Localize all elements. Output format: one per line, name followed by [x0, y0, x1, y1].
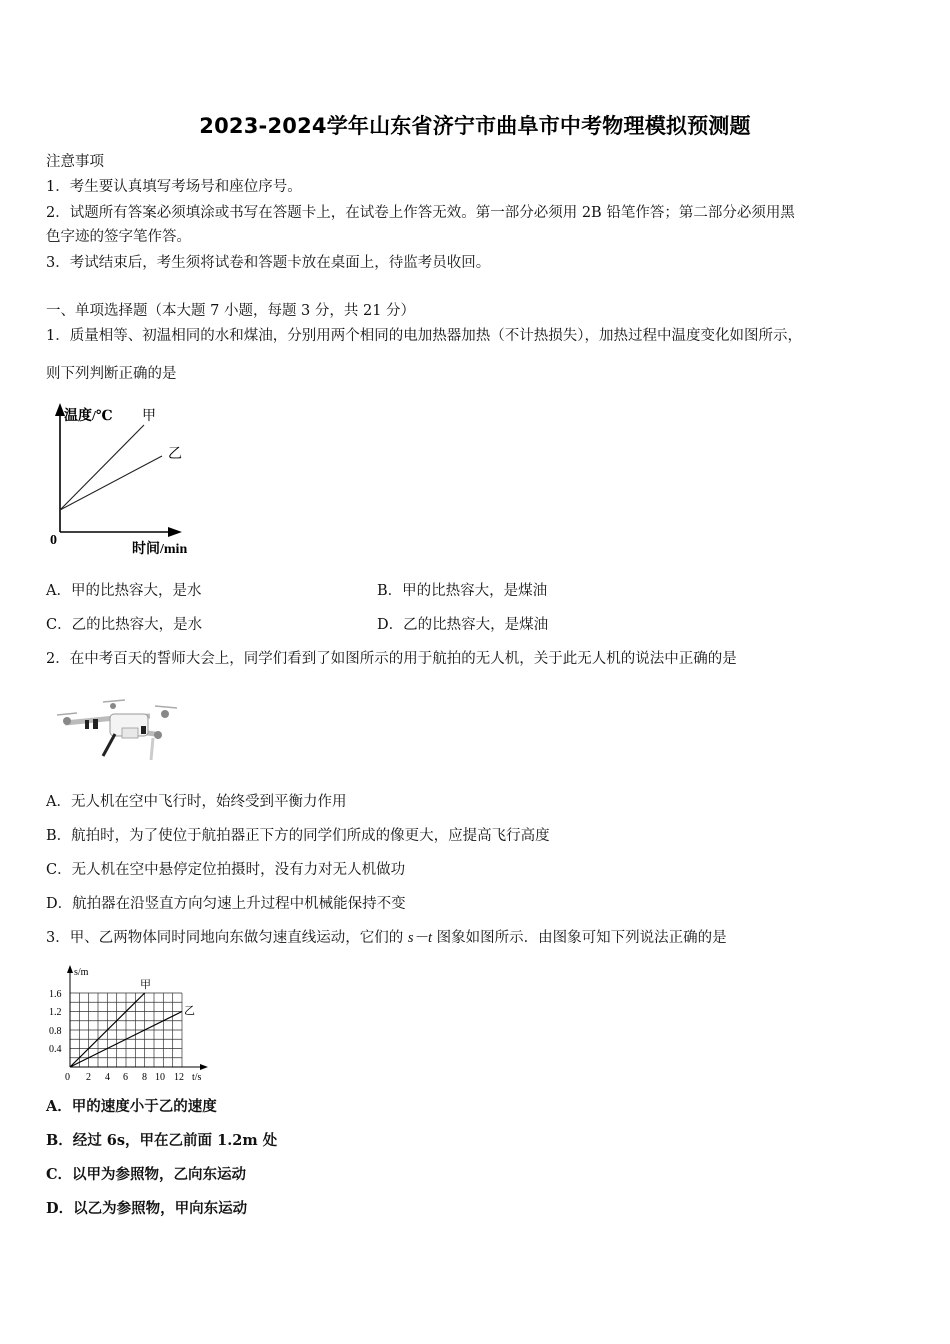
q2-option-a: A．无人机在空中飞行时，始终受到平衡力作用	[46, 794, 347, 810]
svg-text:10: 10	[155, 1072, 165, 1083]
notice-item-2-cont: 色字迹的签字笔作答。	[46, 229, 191, 245]
q2-option-b: B．航拍时，为了使位于航拍器正下方的同学们所成的像更大，应提高飞行高度	[46, 828, 550, 844]
q2-option-c: C．无人机在空中悬停定位拍摄时，没有力对无人机做功	[46, 862, 406, 878]
question-3-stem	[46, 928, 727, 948]
svg-text:1.2: 1.2	[49, 1007, 62, 1018]
question-3-stem-post: 图象如图所示．由图象可知下列说法正确的是	[436, 930, 727, 946]
drone-image	[55, 688, 185, 763]
q3-option-c: C．以甲为参照物，乙向东运动	[46, 1166, 247, 1183]
y-axis-label: s/m	[74, 967, 89, 978]
notice-item-1: 1．考生要认真填写考场号和座位序号。	[46, 179, 302, 195]
y-axis-label: 温度/℃	[64, 409, 113, 424]
svg-text:2: 2	[86, 1072, 91, 1083]
line-jia-label: 甲	[142, 409, 156, 424]
svg-text:0: 0	[65, 1072, 70, 1083]
notice-item-3: 3．考试结束后，考生须将试卷和答题卡放在桌面上，待监考员收回。	[46, 255, 491, 271]
svg-text:6: 6	[123, 1072, 128, 1083]
svg-text:4: 4	[105, 1072, 110, 1083]
q3-option-b: B．经过 6s，甲在乙前面 1.2m 处	[46, 1132, 278, 1149]
section-heading: 一、单项选择题（本大题 7 小题，每题 3 分，共 21 分）	[46, 303, 416, 319]
temperature-time-graph	[44, 400, 214, 560]
svg-text:8: 8	[142, 1072, 147, 1083]
origin-label: 0	[50, 533, 57, 548]
page-title: 2023-2024学年山东省济宁市曲阜市中考物理模拟预测题	[199, 114, 751, 138]
q3-option-d: D．以乙为参照物，甲向东运动	[46, 1200, 248, 1217]
question-3-stem-pre: 3．甲、乙两物体同时同地向东做匀速直线运动，它们的	[46, 930, 404, 946]
svg-text:1.6: 1.6	[49, 989, 62, 1000]
q1-option-a: A．甲的比热容大，是水	[46, 583, 202, 599]
s-t-graph	[44, 962, 220, 1084]
question-3-stem-variable: s－t	[407, 930, 433, 946]
line-yi-label: 乙	[168, 447, 182, 462]
question-1-stem: 1．质量相等、初温相同的水和煤油，分别用两个相同的电加热器加热（不计热损失），加热过程中温度变化如图所示，	[46, 328, 802, 344]
question-2-stem: 2．在中考百天的誓师大会上，同学们看到了如图所示的用于航拍的无人机，关于此无人机的说法中正确的是	[46, 651, 737, 667]
x-axis-label: 时间/min	[132, 542, 188, 557]
notice-heading: 注意事项	[46, 154, 104, 170]
q2-option-d: D．航拍器在沿竖直方向匀速上升过程中机械能保持不变	[46, 896, 406, 912]
q1-option-d: D．乙的比热容大，是煤油	[377, 617, 549, 633]
question-1-stem-cont: 则下列判断正确的是	[46, 366, 177, 382]
q1-option-c: C．乙的比热容大，是水	[46, 617, 203, 633]
line-yi-label: 乙	[184, 1005, 195, 1017]
svg-text:12: 12	[174, 1072, 184, 1083]
q3-option-a: A．甲的速度小于乙的速度	[46, 1098, 217, 1115]
q1-option-b: B．甲的比热容大，是煤油	[377, 583, 548, 599]
notice-item-2: 2．试题所有答案必须填涂或书写在答题卡上，在试卷上作答无效。第一部分必须用 2B 铅笔作答；第二部分必须用黑	[46, 205, 795, 221]
x-axis-label: t/s	[192, 1072, 202, 1083]
svg-text:0.8: 0.8	[49, 1026, 62, 1037]
line-jia-label: 甲	[140, 979, 151, 991]
svg-text:0.4: 0.4	[49, 1044, 62, 1055]
